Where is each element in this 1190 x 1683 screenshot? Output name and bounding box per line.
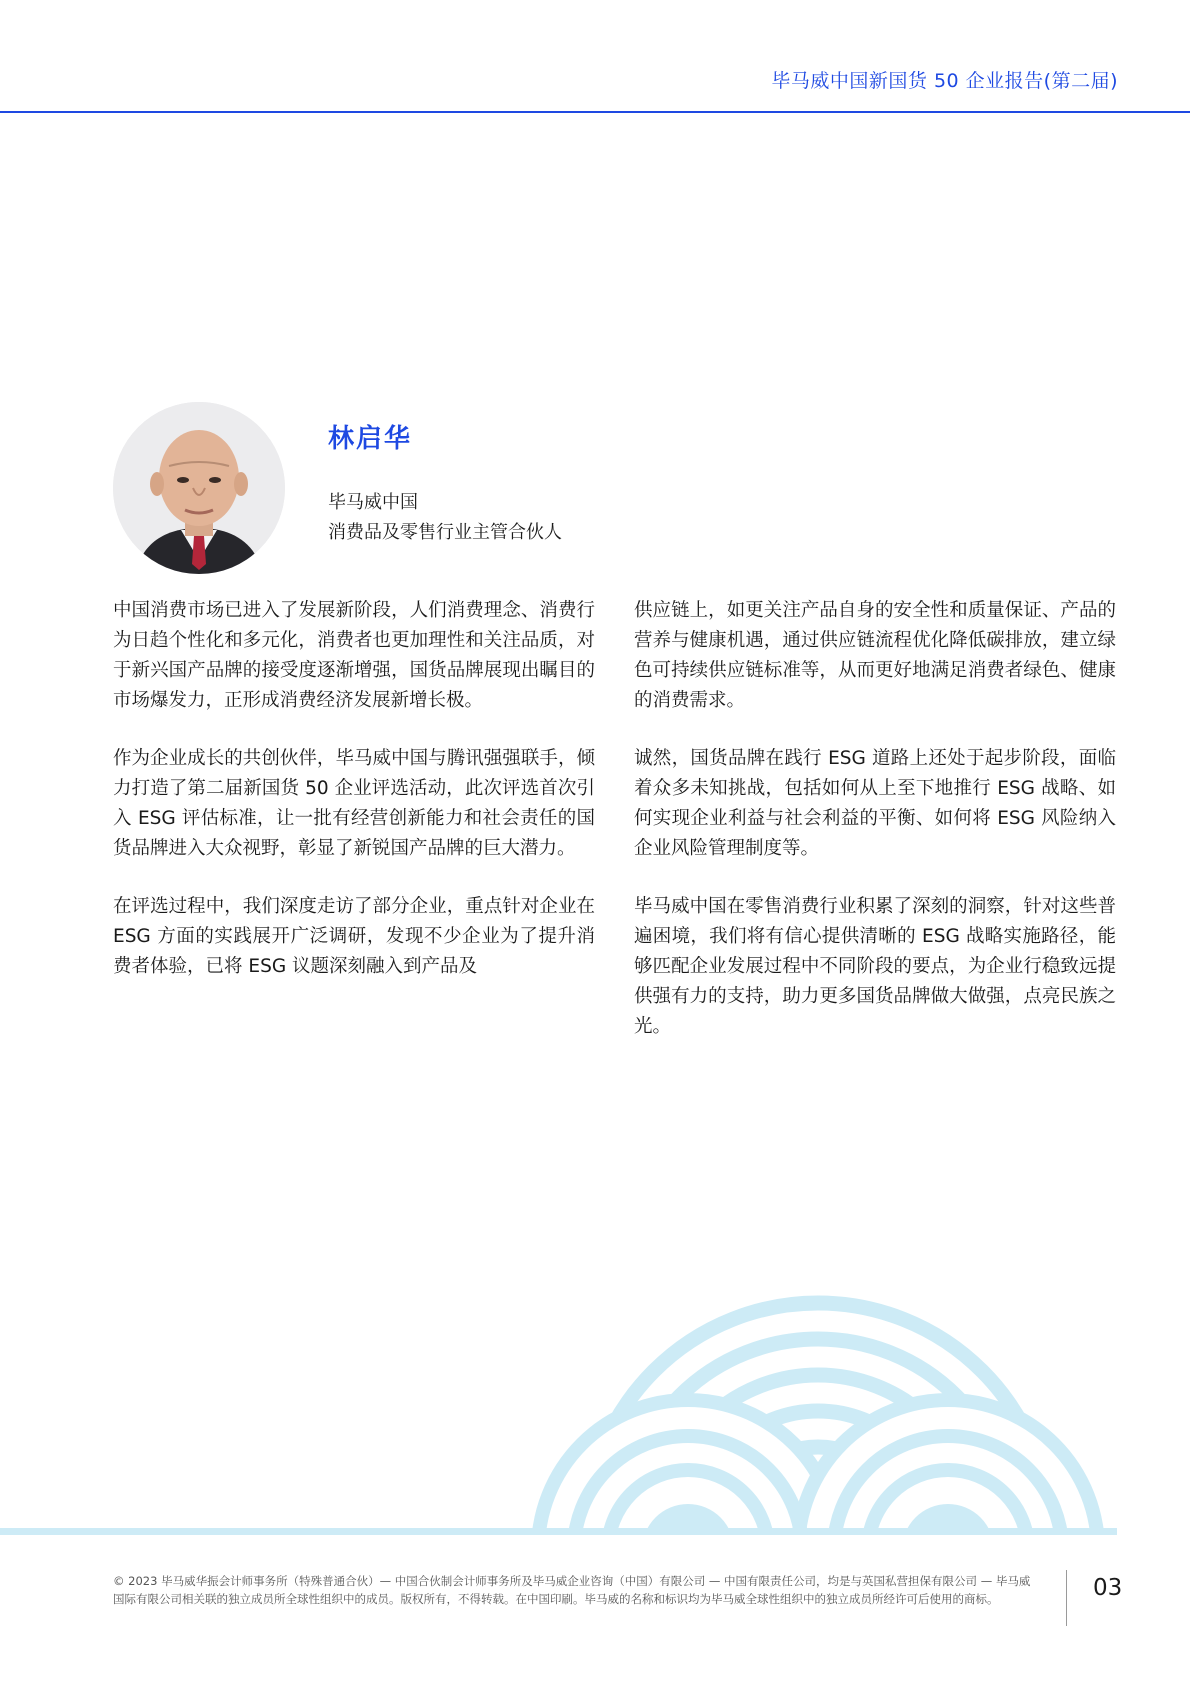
person-role: 消费品及零售行业主管合伙人: [328, 522, 562, 543]
body-paragraph: 诚然，国货品牌在践行 ESG 道路上还处于起步阶段，面临着众多未知挑战，包括如何从上至下地推行 ESG 战略、如何实现企业利益与社会利益的平衡、如何将 ESG 风险纳入企业风险管理制度等。: [634, 748, 1116, 859]
header-divider: [0, 111, 1190, 113]
body-paragraph: 作为企业成长的共创伙伴，毕马威中国与腾讯强强联手，倾力打造了第二届新国货 50 企业评选活动，此次评选首次引入 ESG 评估标准，让一批有经营创新能力和社会责任的国货品牌进入大众视野，彰显了新锐国产品牌的巨大潜力。: [113, 748, 595, 859]
body-paragraph: 毕马威中国在零售消费行业积累了深刻的洞察，针对这些普遍困境，我们将有信心提供清晰的 ESG 战略实施路径，能够匹配企业发展过程中不同阶段的要点，为企业行稳致远提供强有力的支持，助力更多国货品牌做大做强，点亮民族之光。: [634, 896, 1116, 1037]
copyright-notice: © 2023 毕马威华振会计师事务所（特殊普通合伙）— 中国合伙制会计师事务所及毕马威企业咨询（中国）有限公司 — 中国有限责任公司，均是与英国私营担保有限公司 — 毕马威国际有限公司相关联的独立成员所全球性组织中的成员。版权所有，不得转载。在中国印刷。毕马威的名称和标识均为毕马威全球性组织中的独立成员所经许可后使用的商标。: [113, 1574, 1031, 1606]
portrait-illustration: [113, 402, 285, 574]
wave-arcs-graphic: [520, 1290, 1120, 1530]
portrait-photo: [113, 402, 285, 574]
footer-band: [0, 1528, 1117, 1535]
body-paragraph: 在评选过程中，我们深度走访了部分企业，重点针对企业在 ESG 方面的实践展开广泛调研，发现不少企业为了提升消费者体验，已将 ESG 议题深刻融入到产品及: [113, 896, 595, 977]
body-paragraph: 中国消费市场已进入了发展新阶段，人们消费理念、消费行为日趋个性化和多元化，消费者也更加理性和关注品质，对于新兴国产品牌的接受度逐渐增强，国货品牌展现出瞩目的市场爆发力，正形成消费经济发展新增长极。: [113, 600, 595, 711]
body-column-left: [113, 596, 595, 1010]
page-number: 03: [1093, 1575, 1123, 1601]
body-column-right: [634, 596, 1116, 1070]
footer-divider: [1066, 1570, 1067, 1626]
person-name: 林启华: [328, 424, 413, 454]
person-organization: 毕马威中国: [328, 492, 418, 513]
report-title: 毕马威中国新国货 50 企业报告(第二届): [771, 70, 1118, 92]
decorative-wave-pattern: [520, 1290, 1120, 1530]
body-paragraph: 供应链上，如更关注产品自身的安全性和质量保证、产品的营养与健康机遇，通过供应链流程优化降低碳排放，建立绿色可持续供应链标准等，从而更好地满足消费者绿色、健康的消费需求。: [634, 600, 1116, 711]
